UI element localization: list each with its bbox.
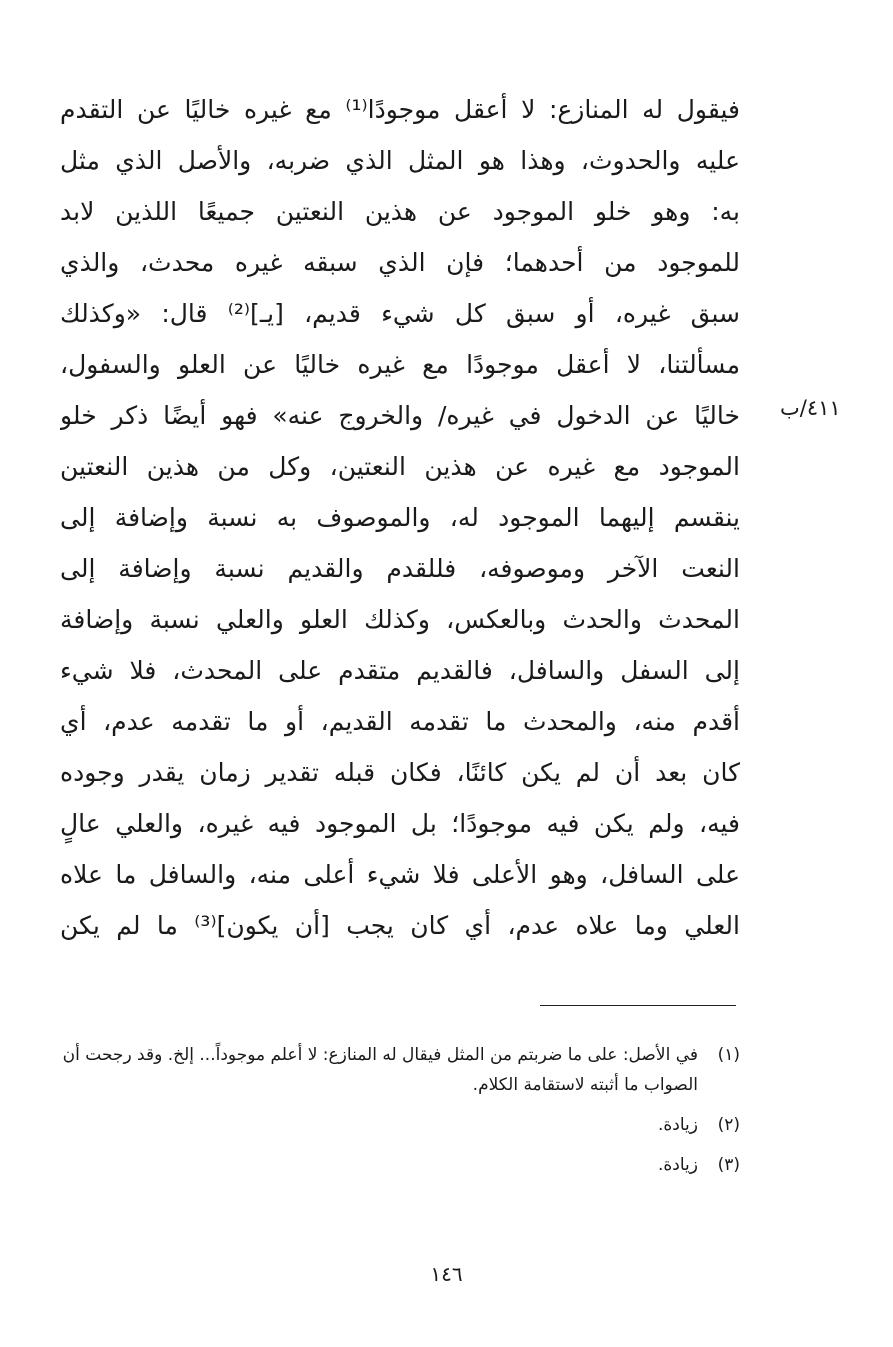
footnote — [60, 1110, 740, 1140]
text-line: ينقسم إليهما الموجود له، والموصوف به نسبة وإضافة إلى — [60, 503, 740, 532]
manuscript-folio-marker: ٤١١/ب — [780, 396, 841, 420]
text-line: فيقول له المنازع: لا أعقل موجودًا⁽¹⁾ مع غيره خاليًا عن التقدم — [60, 95, 740, 124]
text-line: المحدث والحدث وبالعكس، وكذلك العلو والعلي نسبة وإضافة — [60, 605, 740, 634]
footnote-text: زيادة. — [657, 1115, 698, 1135]
footnotes — [60, 1040, 740, 1190]
text-line: خاليًا عن الدخول في غيره/ والخروج عنه» فهو أيضًا ذكر خلو — [60, 401, 740, 430]
text-line: الموجود مع غيره عن هذين النعتين، وكل من هذين النعتين — [60, 452, 740, 481]
main-text-block — [60, 84, 740, 951]
footnote-text: زيادة. — [657, 1155, 698, 1175]
text-line: النعت الآخر وموصوفه، فللقدم والقديم نسبة وإضافة إلى — [60, 554, 740, 583]
footnote-number: (٢) — [717, 1115, 740, 1135]
text-line: العلي وما علاه عدم، أي كان يجب [أن يكون]⁽³⁾ ما لم يكن — [60, 911, 740, 940]
text-line: على السافل، وهو الأعلى فلا شيء أعلى منه، والسافل ما علاه — [60, 860, 740, 889]
footnote-separator — [540, 1005, 736, 1006]
text-line: سبق غيره، أو سبق كل شيء قديم، [يـ]⁽²⁾ قال: «وكذلك — [60, 299, 740, 328]
text-line: مسألتنا، لا أعقل موجودًا مع غيره خاليًا عن العلو والسفول، — [60, 350, 740, 379]
footnote — [60, 1150, 740, 1180]
page-number: ١٤٦ — [430, 1262, 463, 1286]
text-line: أقدم منه، والمحدث ما تقدمه القديم، أو ما تقدمه عدم، أي — [60, 707, 740, 736]
text-line: كان بعد أن لم يكن كائنًا، فكان قبله تقدير زمان يقدر وجوده — [60, 758, 740, 787]
text-line: به: وهو خلو الموجود عن هذين النعتين جميعًا اللذين لابد — [60, 197, 740, 226]
text-line: إلى السفل والسافل، فالقديم متقدم على المحدث، فلا شيء — [60, 656, 740, 685]
text-line: فيه، ولم يكن فيه موجودًا؛ بل الموجود فيه غيره، والعلي عالٍ — [60, 809, 740, 838]
footnote-number: (٣) — [717, 1155, 740, 1175]
text-line: عليه والحدوث، وهذا هو المثل الذي ضربه، والأصل الذي مثل — [60, 146, 740, 175]
footnote-text: في الأصل: على ما ضربتم من المثل فيقال له المنازع: لا أعلم موجوداً... إلخ. وقد رجحت أن الصواب ما أثبته لاستقامة الكلام. — [62, 1045, 698, 1095]
footnote-number: (١) — [717, 1045, 740, 1065]
text-line: للموجود من أحدهما؛ فإن الذي سبقه غيره محدث، والذي — [60, 248, 740, 277]
footnote — [60, 1040, 740, 1100]
